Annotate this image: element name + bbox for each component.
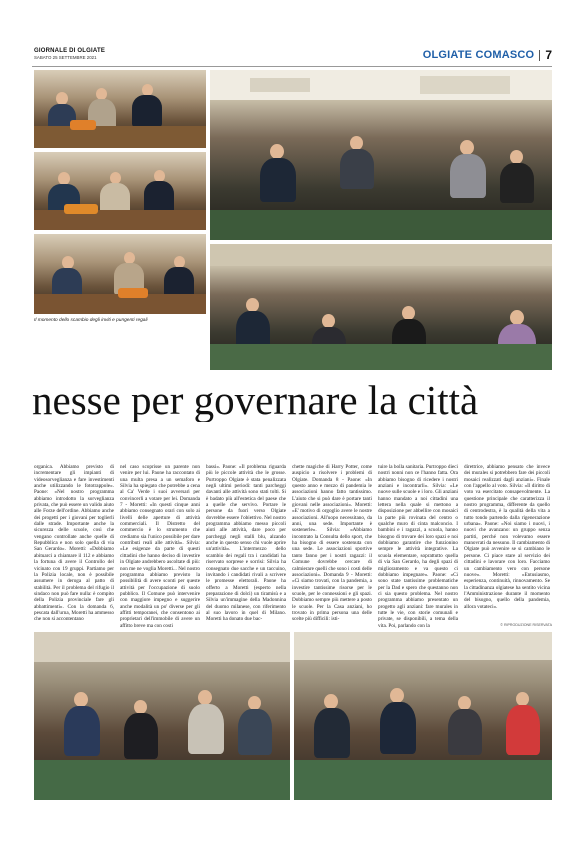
article-column-4: chette magiche di Harry Potter, come auspicio a risolvere i problemi di Olgiate. Domanda 8 - Paone: «In questo anno e mezzo di pandemia le associazioni hanno fatto tantissimo. L'aiuto che si può dare è portare tanti giovani nelle associazioni». Moretti: «E' motivo di orgoglio avere le nostre associazioni. All'uopo necessitano, da anni, una sede. Importante è sostenerle». Silvia: «Abbiamo incontrato la Consulta dello sport, che ha bisogno di essere sostenuta con una sede. Le associazioni sportive tanto fanno per i nostri ragazzi: il Comune dovrebbe cercare di calmierare quelli che sono i costi delle associazioni». Domanda 9 - Moretti: «Ci siamo trovati, con la pandemia, a investire tantissime risorse per le scuole, per le connessioni e gli spazi. Dobbiamo sempre più mettere a posto le scuole. Per la Casa anziani, ho trovato in prima persona una delle scelte più difficili: isti-: [292, 464, 372, 623]
article-column-6: direttrice, abbiamo pensato che invece dei murales si potrebbero fare dei piccoli mosaici realizzati dagli anziani». Finale con l'appello al voto. Silvia: «Il diritto di voto va esercitato consapevolmente. La questione principale che caratterizza il nostro programma, differente da quello di centrodestra, è la qualità della vita a tutto tondo partendo dalla rigenerazione urbana». Paone: «Noi siamo i nuovi, i nuovi che avanzano: un gruppo senza partiti, perché non volevamo essere manovrati da nessuno. Il cambiamento di Olgiate può avvenire se si cambiano le persone. Ci piace stare al servizio dei cittadini e lavorare con loro. Facciamo un cambiamento vero con persone nuove». Moretti: «Entusiasmo, esperienza, continuità, rinnovamento. Se la cittadinanza olgiatese ha sentito vicina l'Amministrazione durante il momento del bisogno, quello della pandemia, allora votateci».: [464, 464, 550, 610]
byline: © RIPRODUZIONE RISERVATA: [500, 623, 552, 627]
photo-bottom-audience-2: [294, 632, 552, 800]
photo-bottom-audience-1: [34, 632, 290, 800]
article-column-5: tuire la bolla sanitaria. Purtroppo dieci nostri nonni non ce l'hanno fatta. Ora abbiamo bisogno di ricedere i nostri anziani e incontrarli». Silvia: «Le nuove sulle scuole e i loro. Gli anziani hanno mandato a noi cittadini una lettera nella quale si mettono a disposizione per abbellire con mosaici la parte più rovinata del centro o qualche muro di cinta malconcio. I bambini e i ragazzi, a scuola, hanno bisogno di trovare dei loro spazi e noi dobbiamo garantire che funzionino sempre le attività integrative. La scuola elementare, soprattutto quella di via San Gerardo, ha degli spazi di miglioramento e va questo ci dobbiamo impegnare». Paone: «Ci sono state tantissime problematiche per la Dad e spero che questanno non ci sia questo problema. Nel nostro programma abbiamo presentato un progetto agli anziani: fare murales in tutte le vie, con storie comunali e private, se disponibili, a tema della vita. Poi, parlando con la: [378, 464, 458, 628]
article-headline: nesse per governare la città: [32, 378, 479, 422]
section-header: [423, 48, 552, 62]
photo-caption: Il momento dello scambio degli inviti e pungenti regali: [34, 318, 148, 323]
paper-name: GIORNALE DI OLGIATE: [34, 48, 106, 54]
article-column-3: bassi». Paone: «Il problema riguarda più le piccole attività che le grosse. Purtroppo Olgiate è stata penalizzata negli ultimi periodi: tanti parcheggi davanti alle attività sono stati tolti. Si è badato più all'estetica del paese che a quelle che servivo. Portare le persone da fuori verso Olgiate dovrebbe essere l'obiettivo. Nel nostro programma abbiamo messo piccoli aiuti alle attività, dare poco per parcheggi negli stalli blu, alzando anche in questo senso chi vuole aprire un'attività». L'intermezzo dello scambio dei regali tra i candidati ha riservato sorprese e sorrisi: Silvia ha consegnato due sacche e un taccuino, invitando i candidati rivali a scrivere le promesse elettorali. Paone ha offerto a Moretti (esperto nella preparazione di dolci) un tiramisù e a Silvia un'immagine della Madonnina del duomo milanese, con riferimento al suo lavoro in quel di Milano. Moretti ha donato due bac-: [206, 464, 286, 623]
newspaper-page: [32, 36, 552, 804]
section-name: OLGIATE COMASCO: [422, 49, 535, 61]
section-divider: [539, 50, 540, 61]
article-column-1: organica. Abbiamo previsto di incrementare gli impianti di videosorveglianza e fare investimenti anche utilizzando le fototrappole». Paone: «Nel nostro programma abbiamo introdotto la sorveglianza privata, che può essere un valido aiuto alle Forze dell'ordine. Abbiamo anche dei progetti per i giovani per toglierli dalle strade. Importante anche la sicurezza delle scuole, così che vengano controllate anche quelle di Repubblica e non solo quella di via San Gerardo». Moretti: «Dobbiamo abituarci a chiamare il 112 e abbiamo la fortuna di avere il Controllo del vicinato con 19 gruppi. Partiamo per la Polizia locale, non è possibile assumere in deroga al patto di stabilità. Per il problema del rifugio il sindaco non può fare nulla: è compito della Polizia provinciale fare gli abbattimenti». Con la domanda 6, pescata dall'urna, Moretti ha ammesso che non si accontentano: [34, 464, 114, 623]
photo-candidates-table-3: [34, 234, 206, 314]
masthead-rule: [32, 66, 552, 67]
masthead-left: [34, 48, 154, 64]
photo-candidates-table-2: [34, 152, 206, 230]
page-number: 7: [545, 48, 552, 62]
photo-audience-main: [210, 70, 552, 240]
photo-candidates-table-1: [34, 70, 206, 148]
issue-date: SABATO 25 SETTEMBRE 2021: [34, 55, 97, 60]
article-column-2: nel caso scoprisse un parente non venire per lui. Paone ha raccontato di una multa presa a un semaforo e Silvia ha spiegato che potrebbe a cena al Ca' Verde i suoi avversari per convincerli a votare per lei. Domanda 7 - Moretti: «In questi cinque anni abbiamo consegnato orari con solo ai livelli delle aperture di attività commerciali. Il Distretto del commercio è lo strumento che crediamo sia l'unico possibile per dare contributi reali alle attività». Silvia: «Le esigenze da parte di questi cittadini che hanno deciso di investire in Olgiate andrebbero ascoltate di più: non me ne voglia Moretti... Nel nostro programma abbiamo previsto la possibilità di avere sconti per queste attività per l'occupazione di suolo pubblico. Il Comune può intervenire con maggiore impegno e suggerire anche modalità un po' diverse per gli affitti temporanei, che consentono ai proprietari dell'immobile di avere un affitto breve ma con costi: [120, 464, 200, 628]
photo-audience-second: [210, 244, 552, 370]
